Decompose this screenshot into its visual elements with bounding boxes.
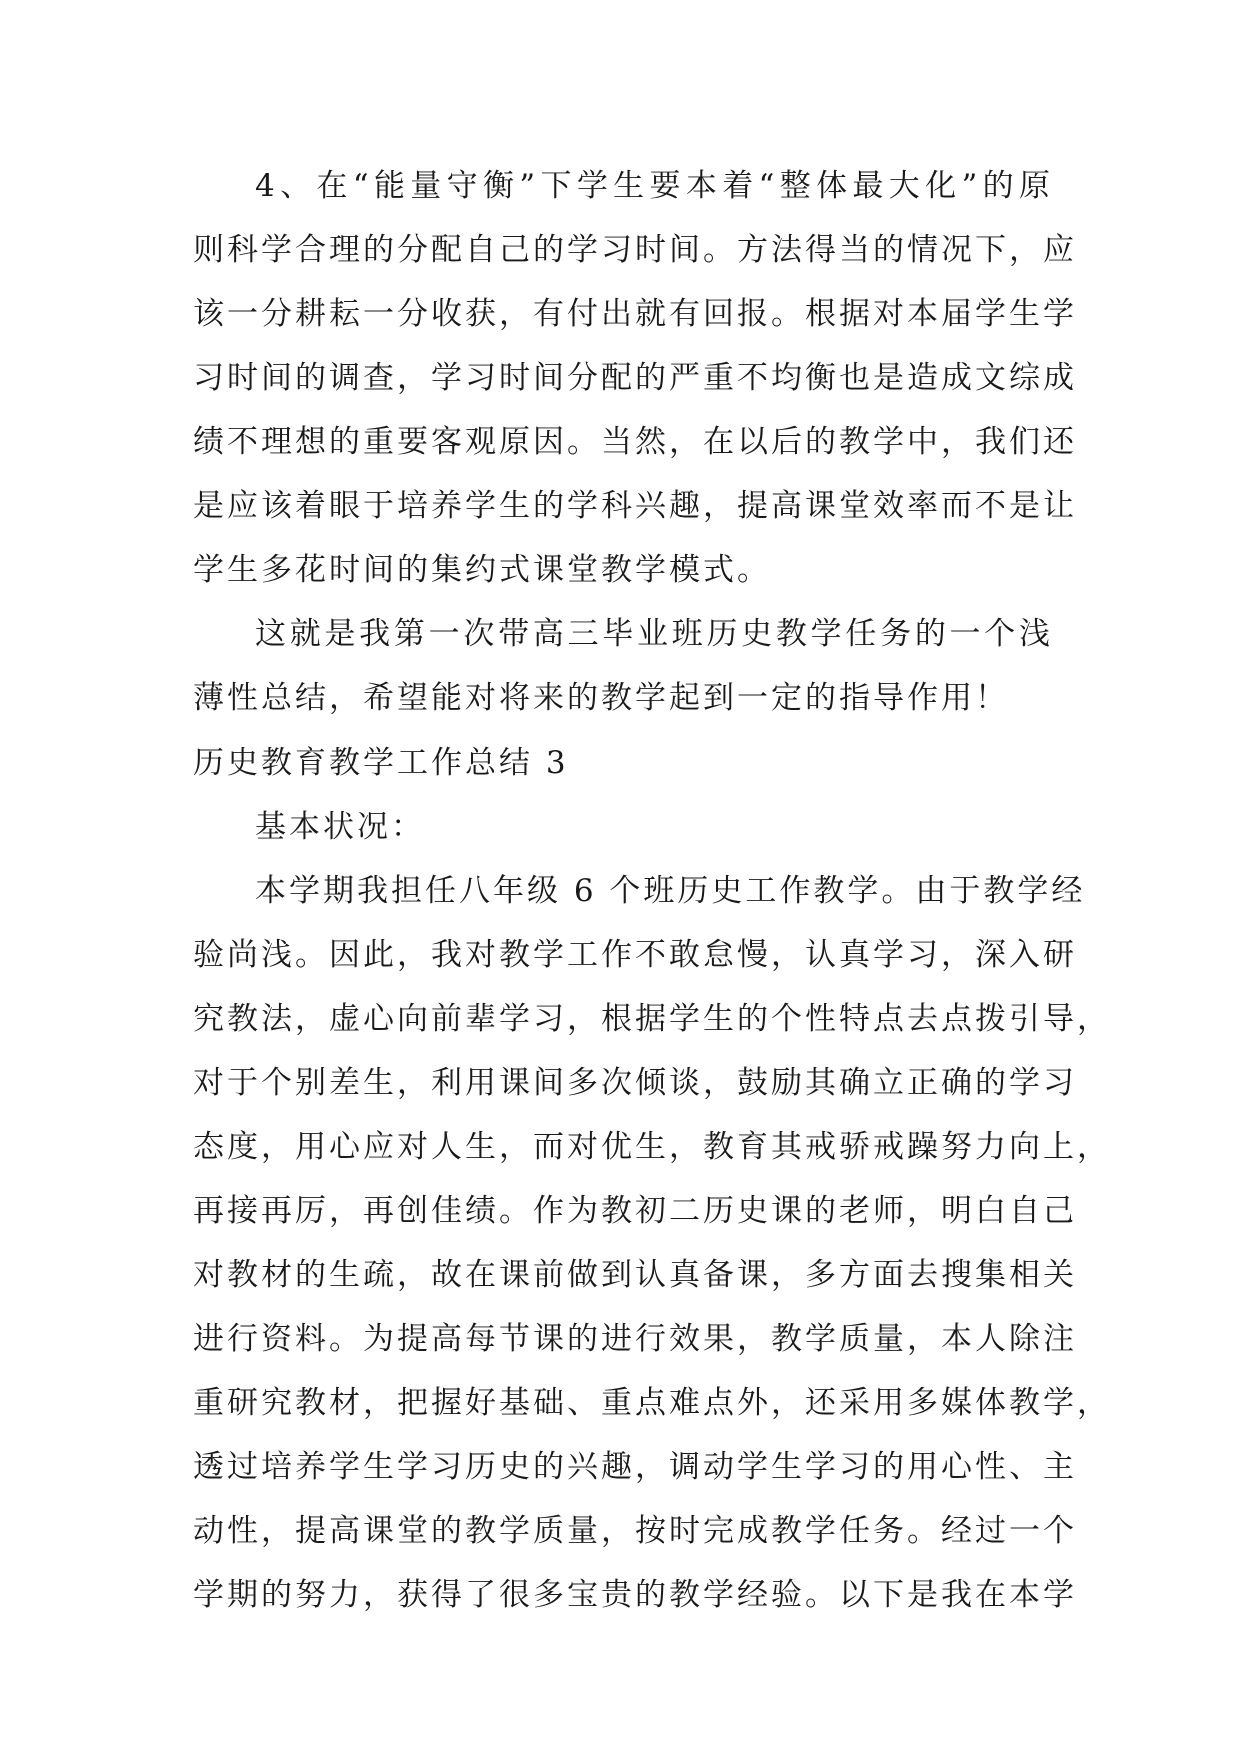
paragraph-4-line: 习时间的调查，学习时间分配的严重不均衡也是造成文综成 <box>193 360 1077 396</box>
paragraph-4-line: 绩不理想的重要客观原因。当然，在以后的教学中，我们还 <box>193 424 1077 460</box>
body-line: 透过培养学生学习历史的兴趣，调动学生学习的用心性、主 <box>193 1449 1077 1485</box>
conclusion-line: 薄性总结，希望能对将来的教学起到一定的指导作用！ <box>193 680 1009 716</box>
conclusion-line: 这就是我第一次带高三毕业班历史教学任务的一个浅 <box>255 616 1053 652</box>
body-line: 学期的努力，获得了很多宝贵的教学经验。以下是我在本学 <box>193 1577 1077 1613</box>
paragraph-4-line: 学生多花时间的集约式课堂教学模式。 <box>193 552 771 588</box>
body-line: 验尚浅。因此，我对教学工作不敢怠慢，认真学习，深入研 <box>193 937 1077 973</box>
body-line: 本学期我担任八年级 6 个班历史工作教学。由于教学经 <box>255 873 1086 909</box>
body-line: 究教法，虚心向前辈学习，根据学生的个性特点去点拨引导， <box>193 1001 1111 1037</box>
body-line: 重研究教材，把握好基础、重点难点外，还采用多媒体教学， <box>193 1385 1111 1421</box>
paragraph-4-line: 该一分耕耘一分收获，有付出就有回报。根据对本届学生学 <box>193 296 1077 332</box>
upper-text-block <box>193 154 1077 730</box>
body-line: 再接再厉，再创佳绩。作为教初二历史课的老师，明白自己 <box>193 1193 1077 1229</box>
body-line: 对于个别差生，利用课间多次倾谈，鼓励其确立正确的学习 <box>193 1065 1077 1101</box>
paragraph-4-line: 是应该着眼于培养学生的学科兴趣，提高课堂效率而不是让 <box>193 488 1077 524</box>
body-line: 态度，用心应对人生，而对优生，教育其戒骄戒躁努力向上， <box>193 1129 1111 1165</box>
paragraph-4-line: 则科学合理的分配自己的学习时间。方法得当的情况下，应 <box>193 232 1077 268</box>
body-line: 对教材的生疏，故在课前做到认真备课，多方面去搜集相关 <box>193 1257 1077 1293</box>
section-3-block <box>193 731 1111 1627</box>
body-line: 动性，提高课堂的教学质量，按时完成教学任务。经过一个 <box>193 1513 1077 1549</box>
body-line: 进行资料。为提高每节课的进行效果，教学质量，本人除注 <box>193 1321 1077 1357</box>
section-title: 历史教育教学工作总结 3 <box>193 745 569 781</box>
paragraph-4-line: 4、在“能量守衡”下学生要本着“整体最大化”的原 <box>255 168 1053 204</box>
subheading: 基本状况： <box>255 809 425 845</box>
